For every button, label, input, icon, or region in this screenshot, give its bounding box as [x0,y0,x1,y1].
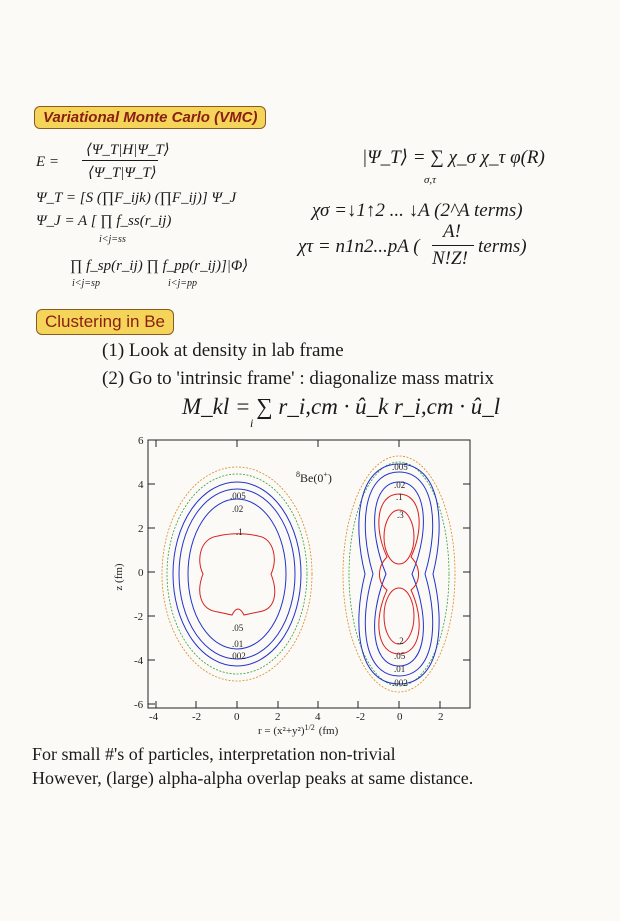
x-tick-4: 4 [315,711,321,723]
mass-matrix-equation: M_kl = ∑ r_i,cm · û_k r_i,cm · û_l [182,394,501,419]
be8-annotation: $^8$Be(0+) [296,470,332,485]
label-005: .005 [230,491,246,501]
label-r-005: .005 [392,462,408,472]
mass-matrix-sum-index: i [250,416,254,430]
lab-frame-contour-labels [230,491,246,661]
label-002: .002 [230,651,246,661]
vmc-section-title: Variational Monte Carlo (VMC) [34,106,266,129]
y-tick-neg6: -6 [134,699,144,711]
label-r-05b: .05 [394,651,406,661]
chi-tau-numerator: A! [443,221,461,242]
label-05: .05 [232,623,244,633]
x-tick-right-2: 2 [438,711,444,723]
y-tick-0: 0 [138,567,144,579]
chi-sigma-definition: χσ =↓1↑2 ... ↓A (2^A terms) [312,200,523,221]
x-tick-labels [149,711,444,723]
psi-t-definition: Ψ_T = [S (∏F_ijk) (∏F_ij)] Ψ_J [36,190,237,206]
x-tick-2: 2 [275,711,281,723]
energy-fraction-bar [82,160,158,161]
x-tick-0: 0 [234,711,240,723]
x-tick-right-0: 0 [397,711,403,723]
label-r-02: .02 [394,480,406,490]
chi-tau-fraction-bar [432,245,474,246]
label-r-002: .002 [392,678,408,688]
energy-lhs: E = [36,154,60,170]
footer-line-1: For small #'s of particles, interpretation non-trivial [32,744,396,764]
x-tick-neg4: -4 [149,711,159,723]
step-one-text: (1) Look at density in lab frame [102,340,344,361]
label-02: .02 [232,504,244,514]
x-tick-right-neg2: -2 [356,711,366,723]
trial-wavefunction-sum: |Ψ_T⟩ = ∑ χ_σ χ_τ φ(R) [362,147,545,168]
label-01: .01 [232,639,244,649]
energy-denominator: ⟨Ψ_T|Ψ_T⟩ [88,165,157,181]
y-tick-labels [134,435,144,711]
y-tick-neg2: -2 [134,611,144,623]
y-tick-2: 2 [138,523,144,535]
energy-numerator: ⟨Ψ_T|H|Ψ_T⟩ [86,142,170,158]
label-1: .1 [236,527,243,537]
footer-line-2: However, (large) alpha-alpha overlap peaks at same distance. [32,768,474,788]
y-axis-label: z (fm) [113,563,125,591]
chi-tau-terms: terms) [478,236,527,257]
label-r-3: .3 [397,510,404,520]
sum-subscript-sigma-tau: σ,τ [424,174,437,186]
psi-j-definition: Ψ_J = A [ ∏ f_ss(r_ij) [36,213,172,229]
x-tick-neg2: -2 [192,711,202,723]
label-r-01: .01 [394,664,406,674]
psi-j-subscript-ss: i<j=ss [99,234,126,245]
density-contour-plot [108,432,488,737]
contour-02 [179,489,295,659]
label-r-2: .2 [397,636,404,646]
clustering-section-title: Clustering in Be [36,309,174,335]
y-tick-4: 4 [138,479,144,491]
step-two-text: (2) Go to 'intrinsic frame' : diagonalize mass matrix [102,368,495,389]
psi-j-subscript-pp: i<j=pp [168,278,198,289]
psi-j-continuation: ∏ f_sp(r_ij) ∏ f_pp(r_ij)]|Φ⟩ [70,258,249,274]
label-r-1: .1 [396,492,403,502]
x-axis-label: $r = (x^2+y^2)^{1/2}$ (fm) [258,723,339,737]
chi-tau-definition: χτ = n1n2...pA ( [298,236,420,257]
chi-tau-denominator: N!Z! [432,248,468,269]
psi-j-subscript-sp: i<j=sp [72,278,100,289]
intrinsic-frame-contour-labels [392,462,408,688]
y-tick-6: 6 [138,435,144,447]
y-tick-neg4: -4 [134,655,144,667]
contour-1 [200,534,275,615]
